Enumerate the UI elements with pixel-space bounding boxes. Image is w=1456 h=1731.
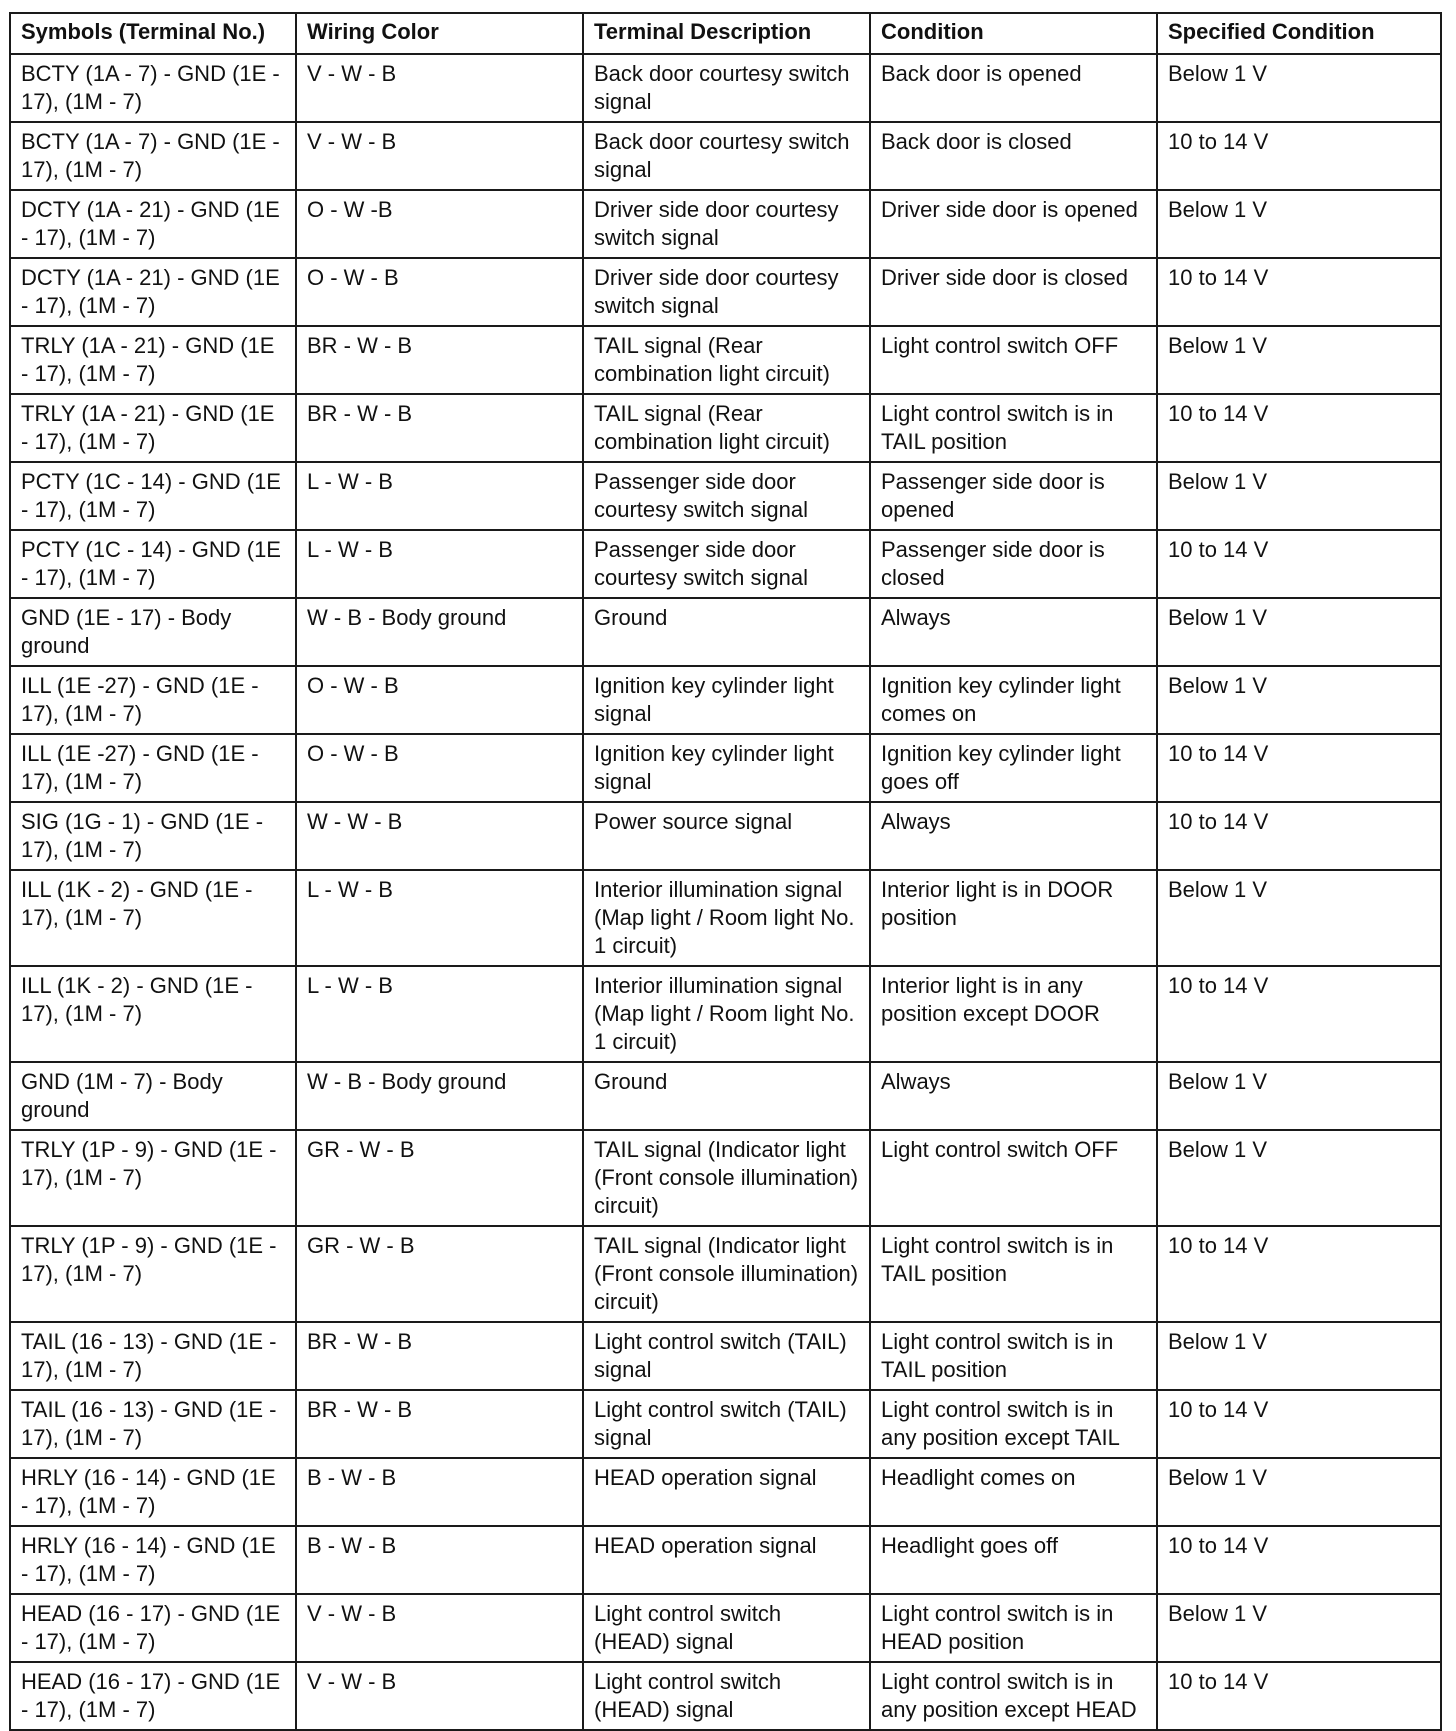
table-row bbox=[10, 394, 1441, 462]
cell-symbols: GND (1M - 7) - Body ground bbox=[10, 1062, 296, 1130]
terminal-spec-table bbox=[9, 12, 1442, 1731]
cell-condition: Driver side door is opened bbox=[870, 190, 1157, 258]
cell-condition: Light control switch is in HEAD position bbox=[870, 1594, 1157, 1662]
cell-condition: Back door is opened bbox=[870, 54, 1157, 122]
cell-wiring-color: L - W - B bbox=[296, 462, 583, 530]
cell-symbols: TAIL (16 - 13) - GND (1E - 17), (1M - 7) bbox=[10, 1322, 296, 1390]
cell-terminal-description: TAIL signal (Indicator light (Front console illumination) circuit) bbox=[583, 1226, 870, 1322]
terminal-table-sheet bbox=[9, 12, 1440, 1731]
cell-wiring-color: BR - W - B bbox=[296, 1322, 583, 1390]
cell-wiring-color: O - W - B bbox=[296, 258, 583, 326]
cell-terminal-description: Interior illumination signal (Map light / Room light No. 1 circuit) bbox=[583, 870, 870, 966]
cell-condition: Driver side door is closed bbox=[870, 258, 1157, 326]
cell-symbols: HEAD (16 - 17) - GND (1E - 17), (1M - 7) bbox=[10, 1662, 296, 1730]
cell-terminal-description: Driver side door courtesy switch signal bbox=[583, 258, 870, 326]
table-row bbox=[10, 122, 1441, 190]
cell-specified-condition: Below 1 V bbox=[1157, 598, 1441, 666]
table-row bbox=[10, 734, 1441, 802]
table-row bbox=[10, 1458, 1441, 1526]
cell-terminal-description: Driver side door courtesy switch signal bbox=[583, 190, 870, 258]
cell-symbols: ILL (1K - 2) - GND (1E - 17), (1M - 7) bbox=[10, 870, 296, 966]
cell-condition: Headlight goes off bbox=[870, 1526, 1157, 1594]
cell-specified-condition: 10 to 14 V bbox=[1157, 966, 1441, 1062]
cell-specified-condition: 10 to 14 V bbox=[1157, 1390, 1441, 1458]
cell-terminal-description: Light control switch (TAIL) signal bbox=[583, 1322, 870, 1390]
cell-specified-condition: Below 1 V bbox=[1157, 54, 1441, 122]
cell-symbols: HRLY (16 - 14) - GND (1E - 17), (1M - 7) bbox=[10, 1526, 296, 1594]
cell-wiring-color: W - B - Body ground bbox=[296, 598, 583, 666]
cell-specified-condition: 10 to 14 V bbox=[1157, 1526, 1441, 1594]
cell-terminal-description: HEAD operation signal bbox=[583, 1526, 870, 1594]
table-row bbox=[10, 802, 1441, 870]
cell-specified-condition: 10 to 14 V bbox=[1157, 394, 1441, 462]
table-row bbox=[10, 870, 1441, 966]
cell-condition: Interior light is in any position except DOOR bbox=[870, 966, 1157, 1062]
cell-symbols: DCTY (1A - 21) - GND (1E - 17), (1M - 7) bbox=[10, 190, 296, 258]
cell-specified-condition: Below 1 V bbox=[1157, 1062, 1441, 1130]
cell-terminal-description: Power source signal bbox=[583, 802, 870, 870]
cell-condition: Ignition key cylinder light comes on bbox=[870, 666, 1157, 734]
cell-wiring-color: V - W - B bbox=[296, 1594, 583, 1662]
cell-terminal-description: Ignition key cylinder light signal bbox=[583, 734, 870, 802]
cell-condition: Interior light is in DOOR position bbox=[870, 870, 1157, 966]
cell-wiring-color: GR - W - B bbox=[296, 1226, 583, 1322]
cell-condition: Always bbox=[870, 1062, 1157, 1130]
cell-specified-condition: 10 to 14 V bbox=[1157, 734, 1441, 802]
header-condition: Condition bbox=[870, 13, 1157, 54]
cell-specified-condition: Below 1 V bbox=[1157, 1594, 1441, 1662]
table-row bbox=[10, 1130, 1441, 1226]
cell-specified-condition: Below 1 V bbox=[1157, 666, 1441, 734]
cell-specified-condition: 10 to 14 V bbox=[1157, 122, 1441, 190]
cell-terminal-description: Interior illumination signal (Map light / Room light No. 1 circuit) bbox=[583, 966, 870, 1062]
cell-symbols: PCTY (1C - 14) - GND (1E - 17), (1M - 7) bbox=[10, 462, 296, 530]
cell-terminal-description: Ground bbox=[583, 598, 870, 666]
cell-terminal-description: TAIL signal (Rear combination light circuit) bbox=[583, 326, 870, 394]
table-row bbox=[10, 1062, 1441, 1130]
cell-wiring-color: O - W - B bbox=[296, 734, 583, 802]
cell-specified-condition: Below 1 V bbox=[1157, 326, 1441, 394]
cell-condition: Light control switch is in any position except HEAD bbox=[870, 1662, 1157, 1730]
cell-symbols: SIG (1G - 1) - GND (1E - 17), (1M - 7) bbox=[10, 802, 296, 870]
cell-condition: Passenger side door is opened bbox=[870, 462, 1157, 530]
cell-terminal-description: TAIL signal (Indicator light (Front console illumination) circuit) bbox=[583, 1130, 870, 1226]
cell-wiring-color: BR - W - B bbox=[296, 1390, 583, 1458]
cell-terminal-description: Passenger side door courtesy switch signal bbox=[583, 462, 870, 530]
cell-wiring-color: GR - W - B bbox=[296, 1130, 583, 1226]
cell-symbols: DCTY (1A - 21) - GND (1E - 17), (1M - 7) bbox=[10, 258, 296, 326]
cell-specified-condition: Below 1 V bbox=[1157, 190, 1441, 258]
cell-specified-condition: 10 to 14 V bbox=[1157, 1662, 1441, 1730]
cell-symbols: PCTY (1C - 14) - GND (1E - 17), (1M - 7) bbox=[10, 530, 296, 598]
cell-condition: Light control switch is in TAIL position bbox=[870, 1322, 1157, 1390]
table-row bbox=[10, 54, 1441, 122]
table-row bbox=[10, 530, 1441, 598]
cell-terminal-description: HEAD operation signal bbox=[583, 1458, 870, 1526]
cell-wiring-color: BR - W - B bbox=[296, 326, 583, 394]
cell-specified-condition: 10 to 14 V bbox=[1157, 802, 1441, 870]
header-wiring-color: Wiring Color bbox=[296, 13, 583, 54]
cell-specified-condition: Below 1 V bbox=[1157, 1458, 1441, 1526]
cell-wiring-color: O - W -B bbox=[296, 190, 583, 258]
table-row bbox=[10, 462, 1441, 530]
cell-terminal-description: Back door courtesy switch signal bbox=[583, 122, 870, 190]
cell-symbols: BCTY (1A - 7) - GND (1E - 17), (1M - 7) bbox=[10, 122, 296, 190]
cell-terminal-description: Back door courtesy switch signal bbox=[583, 54, 870, 122]
cell-wiring-color: L - W - B bbox=[296, 870, 583, 966]
cell-symbols: TRLY (1P - 9) - GND (1E - 17), (1M - 7) bbox=[10, 1226, 296, 1322]
cell-wiring-color: W - B - Body ground bbox=[296, 1062, 583, 1130]
cell-wiring-color: L - W - B bbox=[296, 530, 583, 598]
cell-specified-condition: Below 1 V bbox=[1157, 462, 1441, 530]
cell-condition: Always bbox=[870, 598, 1157, 666]
cell-specified-condition: Below 1 V bbox=[1157, 1322, 1441, 1390]
cell-specified-condition: Below 1 V bbox=[1157, 870, 1441, 966]
cell-condition: Light control switch OFF bbox=[870, 1130, 1157, 1226]
cell-symbols: TRLY (1A - 21) - GND (1E - 17), (1M - 7) bbox=[10, 394, 296, 462]
cell-wiring-color: W - W - B bbox=[296, 802, 583, 870]
cell-terminal-description: Light control switch (HEAD) signal bbox=[583, 1594, 870, 1662]
cell-condition: Light control switch OFF bbox=[870, 326, 1157, 394]
table-row bbox=[10, 190, 1441, 258]
cell-condition: Headlight comes on bbox=[870, 1458, 1157, 1526]
cell-symbols: ILL (1K - 2) - GND (1E - 17), (1M - 7) bbox=[10, 966, 296, 1062]
cell-symbols: ILL (1E -27) - GND (1E - 17), (1M - 7) bbox=[10, 666, 296, 734]
cell-condition: Light control switch is in TAIL position bbox=[870, 1226, 1157, 1322]
table-row bbox=[10, 1662, 1441, 1730]
cell-wiring-color: B - W - B bbox=[296, 1526, 583, 1594]
cell-specified-condition: 10 to 14 V bbox=[1157, 530, 1441, 598]
cell-symbols: HRLY (16 - 14) - GND (1E - 17), (1M - 7) bbox=[10, 1458, 296, 1526]
header-terminal-description: Terminal Description bbox=[583, 13, 870, 54]
cell-condition: Always bbox=[870, 802, 1157, 870]
cell-condition: Passenger side door is closed bbox=[870, 530, 1157, 598]
cell-condition: Back door is closed bbox=[870, 122, 1157, 190]
cell-wiring-color: L - W - B bbox=[296, 966, 583, 1062]
cell-specified-condition: 10 to 14 V bbox=[1157, 258, 1441, 326]
cell-symbols: TAIL (16 - 13) - GND (1E - 17), (1M - 7) bbox=[10, 1390, 296, 1458]
cell-terminal-description: TAIL signal (Rear combination light circuit) bbox=[583, 394, 870, 462]
table-row bbox=[10, 1390, 1441, 1458]
cell-specified-condition: Below 1 V bbox=[1157, 1130, 1441, 1226]
cell-terminal-description: Ignition key cylinder light signal bbox=[583, 666, 870, 734]
table-row bbox=[10, 966, 1441, 1062]
cell-symbols: GND (1E - 17) - Body ground bbox=[10, 598, 296, 666]
cell-symbols: BCTY (1A - 7) - GND (1E - 17), (1M - 7) bbox=[10, 54, 296, 122]
table-row bbox=[10, 1322, 1441, 1390]
cell-specified-condition: 10 to 14 V bbox=[1157, 1226, 1441, 1322]
cell-symbols: HEAD (16 - 17) - GND (1E - 17), (1M - 7) bbox=[10, 1594, 296, 1662]
table-row bbox=[10, 666, 1441, 734]
cell-wiring-color: B - W - B bbox=[296, 1458, 583, 1526]
cell-wiring-color: O - W - B bbox=[296, 666, 583, 734]
table-row bbox=[10, 1526, 1441, 1594]
cell-condition: Light control switch is in any position except TAIL bbox=[870, 1390, 1157, 1458]
cell-condition: Ignition key cylinder light goes off bbox=[870, 734, 1157, 802]
cell-condition: Light control switch is in TAIL position bbox=[870, 394, 1157, 462]
table-body bbox=[10, 54, 1441, 1730]
cell-wiring-color: V - W - B bbox=[296, 54, 583, 122]
table-row bbox=[10, 1594, 1441, 1662]
header-symbols: Symbols (Terminal No.) bbox=[10, 13, 296, 54]
table-row bbox=[10, 598, 1441, 666]
cell-symbols: ILL (1E -27) - GND (1E - 17), (1M - 7) bbox=[10, 734, 296, 802]
cell-terminal-description: Passenger side door courtesy switch signal bbox=[583, 530, 870, 598]
cell-terminal-description: Ground bbox=[583, 1062, 870, 1130]
cell-terminal-description: Light control switch (HEAD) signal bbox=[583, 1662, 870, 1730]
cell-wiring-color: V - W - B bbox=[296, 1662, 583, 1730]
cell-symbols: TRLY (1P - 9) - GND (1E - 17), (1M - 7) bbox=[10, 1130, 296, 1226]
table-row bbox=[10, 1226, 1441, 1322]
cell-symbols: TRLY (1A - 21) - GND (1E - 17), (1M - 7) bbox=[10, 326, 296, 394]
cell-wiring-color: V - W - B bbox=[296, 122, 583, 190]
cell-terminal-description: Light control switch (TAIL) signal bbox=[583, 1390, 870, 1458]
table-row bbox=[10, 326, 1441, 394]
header-specified-condition: Specified Condition bbox=[1157, 13, 1441, 54]
table-header-row bbox=[10, 13, 1441, 54]
table-row bbox=[10, 258, 1441, 326]
cell-wiring-color: BR - W - B bbox=[296, 394, 583, 462]
